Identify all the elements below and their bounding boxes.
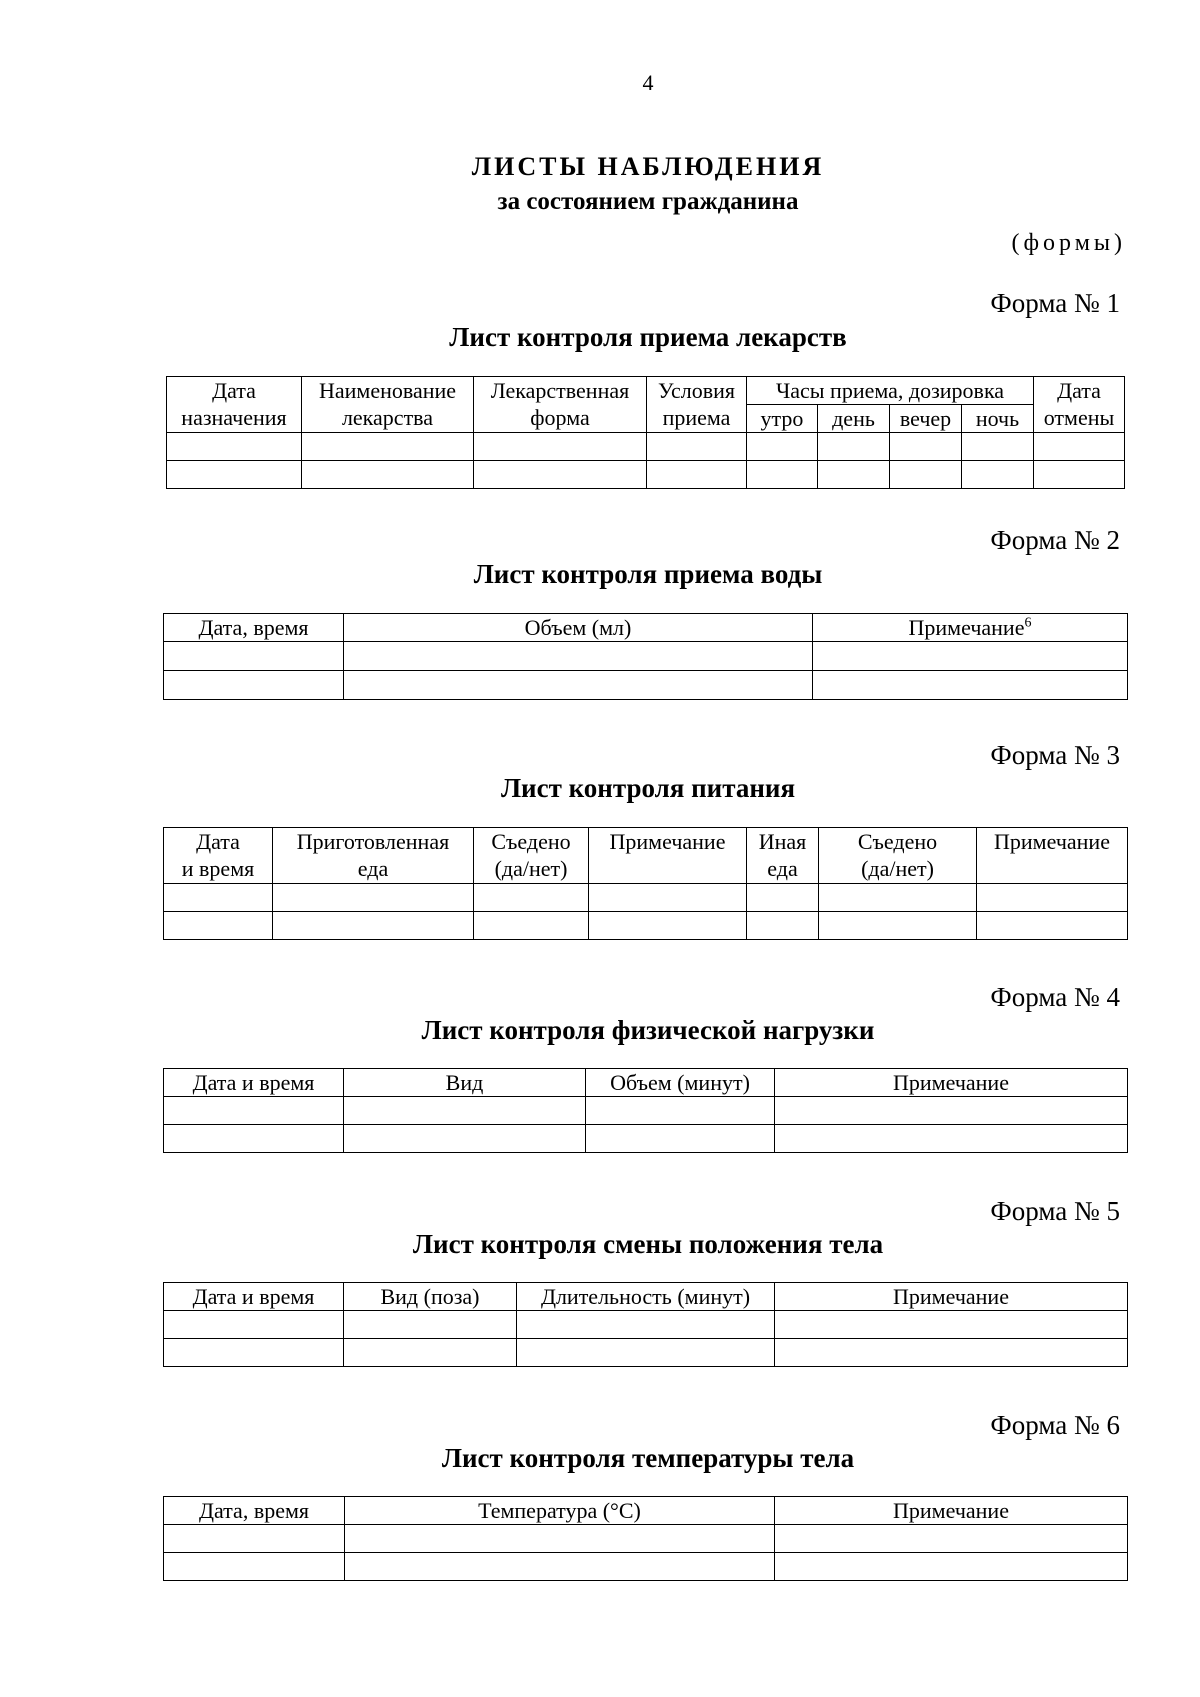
form5-table <box>163 1282 1128 1367</box>
table-cell[interactable] <box>164 1553 345 1581</box>
page-number: 4 <box>642 70 654 95</box>
table-cell[interactable] <box>747 433 818 461</box>
form1-header-evening: вечер <box>890 405 962 433</box>
form5-header-duration: Длительность (минут) <box>517 1283 775 1311</box>
table-cell[interactable] <box>164 1125 344 1153</box>
table-cell[interactable] <box>586 1125 775 1153</box>
form2-header-volume: Объем (мл) <box>344 614 813 642</box>
table-cell[interactable] <box>775 1525 1128 1553</box>
form6-number: Форма № 6 <box>990 1410 1120 1440</box>
form3-header-note-2: Примечание <box>977 828 1128 884</box>
table-cell[interactable] <box>474 461 647 489</box>
form6-header-note: Примечание <box>775 1497 1128 1525</box>
table-cell[interactable] <box>819 884 977 912</box>
table-row <box>164 671 1128 700</box>
table-cell[interactable] <box>164 884 273 912</box>
table-cell[interactable] <box>890 461 962 489</box>
form4-header-type: Вид <box>344 1069 586 1097</box>
form1-header-day: день <box>818 405 890 433</box>
form6-title: Лист контроля температуры тела <box>441 1443 855 1473</box>
table-cell[interactable] <box>302 433 474 461</box>
form3-header-eaten: Съедено (да/нет) <box>474 828 589 884</box>
table-row <box>164 884 1128 912</box>
form1-number: Форма № 1 <box>990 288 1120 318</box>
table-cell[interactable] <box>819 912 977 940</box>
table-cell[interactable] <box>813 642 1128 671</box>
table-cell[interactable] <box>344 1339 517 1367</box>
table-cell[interactable] <box>775 1311 1128 1339</box>
table-cell[interactable] <box>474 912 589 940</box>
table-cell[interactable] <box>344 1311 517 1339</box>
form5-number: Форма № 5 <box>990 1196 1120 1226</box>
table-cell[interactable] <box>962 433 1034 461</box>
table-cell[interactable] <box>345 1553 775 1581</box>
table-cell[interactable] <box>775 1339 1128 1367</box>
table-cell[interactable] <box>164 1311 344 1339</box>
forms-note: (формы) <box>1011 230 1126 256</box>
table-row <box>164 1339 1128 1367</box>
form1-header-hours-group: Часы приема, дозировка <box>747 377 1034 405</box>
page-title: ЛИСТЫ НАБЛЮДЕНИЯ <box>471 152 825 181</box>
table-cell[interactable] <box>813 671 1128 700</box>
table-cell[interactable] <box>164 1339 344 1367</box>
table-row <box>167 461 1125 489</box>
form1-title: Лист контроля приема лекарств <box>449 322 847 352</box>
form3-number: Форма № 3 <box>990 740 1120 770</box>
table-cell[interactable] <box>474 884 589 912</box>
table-cell[interactable] <box>344 1125 586 1153</box>
form6-header-datetime: Дата, время <box>164 1497 345 1525</box>
table-row <box>164 1311 1128 1339</box>
table-cell[interactable] <box>1034 433 1125 461</box>
table-cell[interactable] <box>586 1097 775 1125</box>
table-cell[interactable] <box>775 1553 1128 1581</box>
table-cell[interactable] <box>1034 461 1125 489</box>
table-row <box>167 433 1125 461</box>
table-cell[interactable] <box>775 1125 1128 1153</box>
form3-header-note: Примечание <box>589 828 747 884</box>
form5-header-note: Примечание <box>775 1283 1128 1311</box>
form4-header-duration: Объем (минут) <box>586 1069 775 1097</box>
form5-header-datetime: Дата и время <box>164 1283 344 1311</box>
table-row <box>164 642 1128 671</box>
form3-table <box>163 827 1128 940</box>
form6-header-temperature: Температура (°C) <box>345 1497 775 1525</box>
table-cell[interactable] <box>517 1339 775 1367</box>
form3-title: Лист контроля питания <box>500 773 796 803</box>
form1-table <box>166 376 1125 489</box>
table-cell[interactable] <box>345 1525 775 1553</box>
form1-header-morning: утро <box>747 405 818 433</box>
table-row <box>164 1553 1128 1581</box>
table-cell[interactable] <box>747 884 819 912</box>
form2-header-datetime: Дата, время <box>164 614 344 642</box>
table-row <box>164 1125 1128 1153</box>
table-cell[interactable] <box>164 642 344 671</box>
form1-header-date-cancel: Дата отмены <box>1034 377 1125 433</box>
table-cell[interactable] <box>164 912 273 940</box>
table-cell[interactable] <box>164 671 344 700</box>
table-cell[interactable] <box>517 1311 775 1339</box>
table-cell[interactable] <box>344 1097 586 1125</box>
form3-header-cooked-food: Приготовленная еда <box>273 828 474 884</box>
form4-header-note: Примечание <box>775 1069 1128 1097</box>
form1-header-drug-form: Лекарственная форма <box>474 377 647 433</box>
form3-header-datetime: Дата и время <box>164 828 273 884</box>
table-cell[interactable] <box>273 912 474 940</box>
form1-header-conditions: Условия приема <box>647 377 747 433</box>
form1-header-night: ночь <box>962 405 1034 433</box>
table-cell[interactable] <box>962 461 1034 489</box>
table-cell[interactable] <box>167 433 302 461</box>
table-cell[interactable] <box>344 671 813 700</box>
form3-header-other-food: Иная еда <box>747 828 819 884</box>
table-cell[interactable] <box>344 642 813 671</box>
form1-header-date-assigned: Дата назначения <box>167 377 302 433</box>
table-cell[interactable] <box>589 884 747 912</box>
table-cell[interactable] <box>302 461 474 489</box>
table-cell[interactable] <box>775 1097 1128 1125</box>
table-cell[interactable] <box>818 461 890 489</box>
table-cell[interactable] <box>977 912 1128 940</box>
table-row <box>164 1525 1128 1553</box>
form1-header-drug-name: Наименование лекарства <box>302 377 474 433</box>
table-cell[interactable] <box>647 461 747 489</box>
table-cell[interactable] <box>167 461 302 489</box>
footnote-mark: 6 <box>1024 615 1032 631</box>
table-cell[interactable] <box>747 461 818 489</box>
table-row <box>164 912 1128 940</box>
form4-header-datetime: Дата и время <box>164 1069 344 1097</box>
table-cell[interactable] <box>747 912 819 940</box>
form4-number: Форма № 4 <box>990 982 1120 1012</box>
form2-table <box>163 613 1128 700</box>
table-cell[interactable] <box>164 1097 344 1125</box>
form2-header-note: Примечание$^6$ <box>813 614 1128 642</box>
form4-table <box>163 1068 1128 1153</box>
table-cell[interactable] <box>818 433 890 461</box>
table-cell[interactable] <box>977 884 1128 912</box>
form2-number: Форма № 2 <box>990 525 1120 555</box>
form5-header-pose: Вид (поза) <box>344 1283 517 1311</box>
page-subtitle: за состоянием гражданина <box>497 188 799 215</box>
table-cell[interactable] <box>474 433 647 461</box>
table-cell[interactable] <box>589 912 747 940</box>
table-cell[interactable] <box>164 1525 345 1553</box>
form2-title: Лист контроля приема воды <box>473 559 823 589</box>
table-cell[interactable] <box>890 433 962 461</box>
table-cell[interactable] <box>647 433 747 461</box>
form3-header-eaten-2: Съедено (да/нет) <box>819 828 977 884</box>
table-cell[interactable] <box>273 884 474 912</box>
form5-title: Лист контроля смены положения тела <box>412 1229 884 1259</box>
form6-table <box>163 1496 1128 1581</box>
table-row <box>164 1097 1128 1125</box>
form4-title: Лист контроля физической нагрузки <box>421 1015 875 1045</box>
